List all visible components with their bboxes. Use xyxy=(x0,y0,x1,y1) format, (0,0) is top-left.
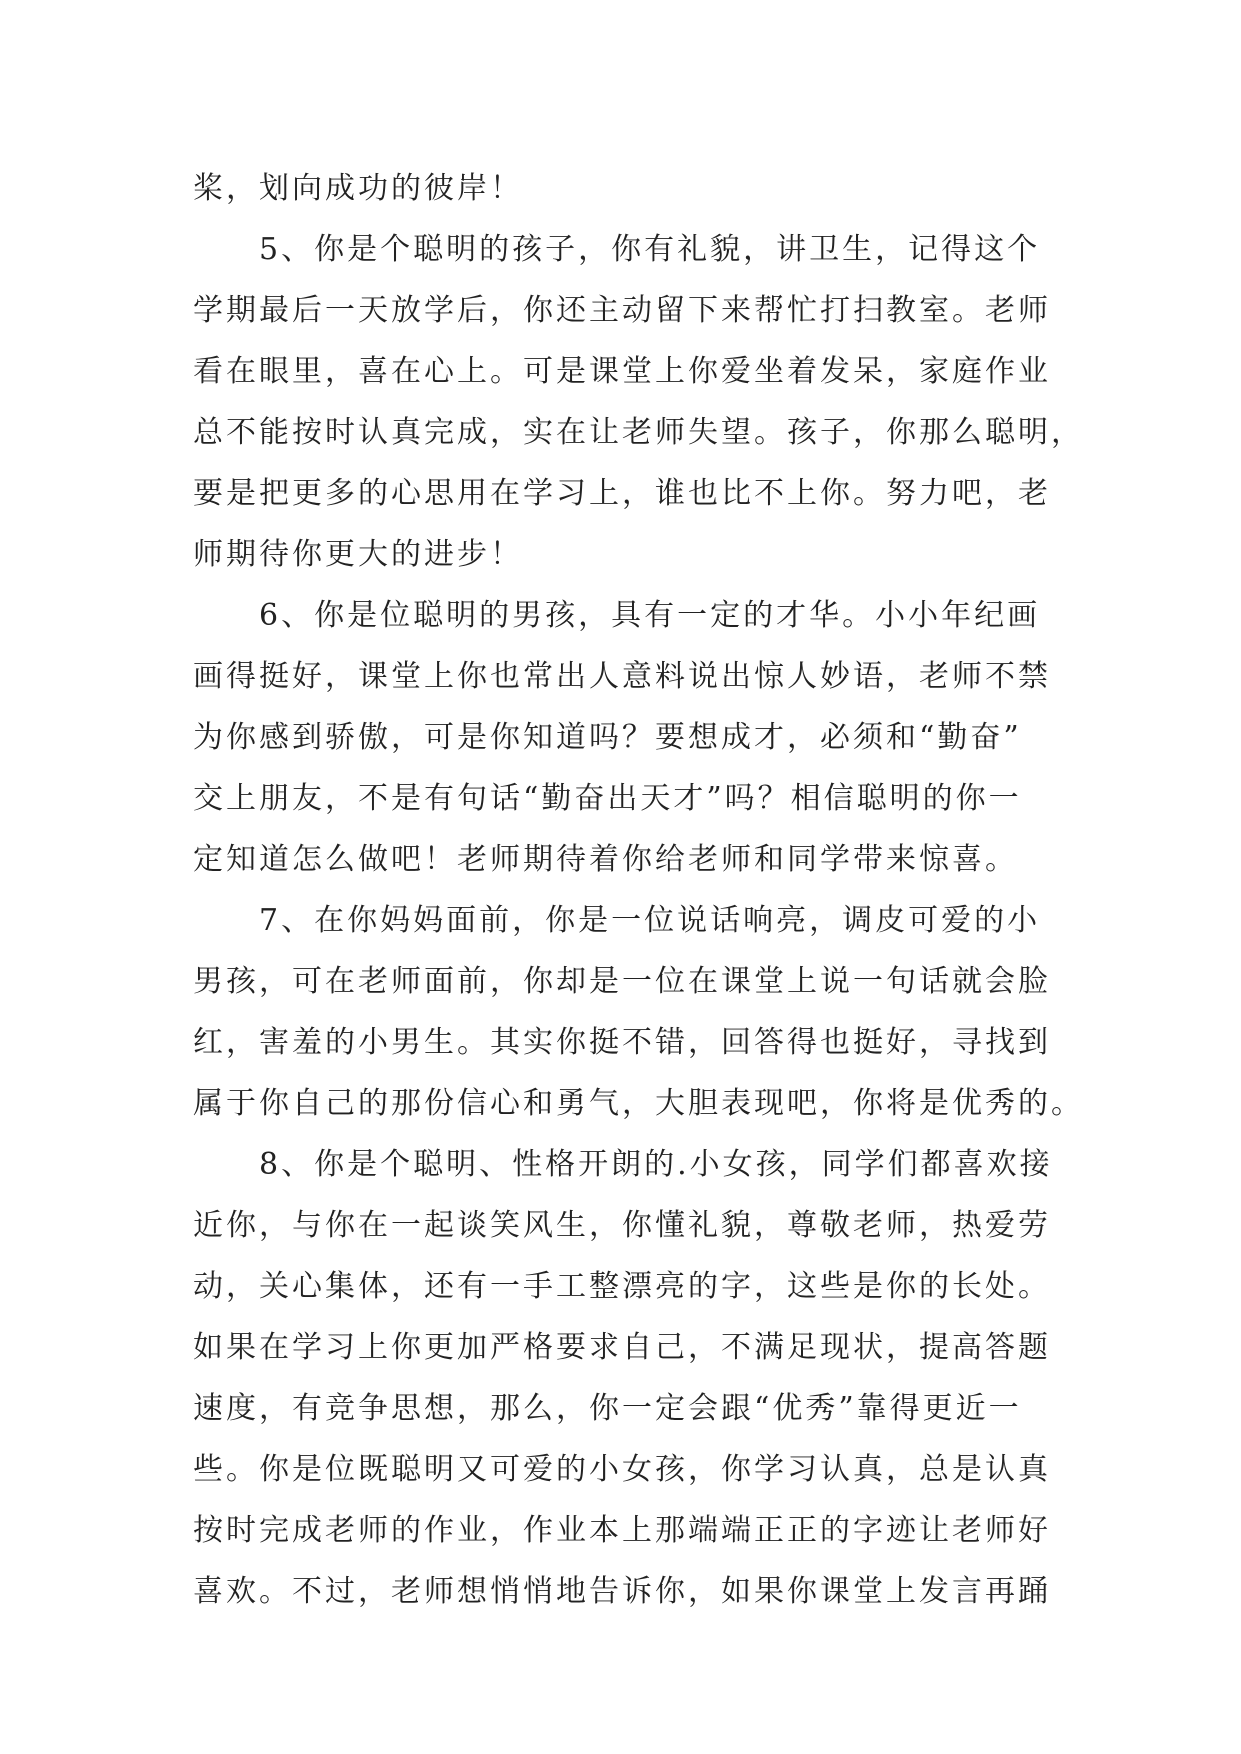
text-line: 些。你是位既聪明又可爱的小女孩，你学习认真，总是认真 xyxy=(193,1452,1051,1487)
text-line: 学期最后一天放学后，你还主动留下来帮忙打扫教室。老师 xyxy=(193,293,1051,328)
text-line: 7、在你妈妈面前，你是一位说话响亮，调皮可爱的小 xyxy=(193,903,1041,938)
text-line: 为你感到骄傲，可是你知道吗？要想成才，必须和“勤奋” xyxy=(193,720,1022,755)
text-line: 6、你是位聪明的男孩，具有一定的才华。小小年纪画 xyxy=(193,598,1041,633)
text-line: 按时完成老师的作业，作业本上那端端正正的字迹让老师好 xyxy=(193,1513,1051,1548)
text-line: 近你，与你在一起谈笑风生，你懂礼貌，尊敬老师，热爱劳 xyxy=(193,1208,1051,1243)
text-line: 画得挺好，课堂上你也常出人意料说出惊人妙语，老师不禁 xyxy=(193,659,1051,694)
text-line: 动，关心集体，还有一手工整漂亮的字，这些是你的长处。 xyxy=(193,1269,1051,1304)
text-line: 5、你是个聪明的孩子，你有礼貌，讲卫生，记得这个 xyxy=(193,232,1041,267)
text-line: 桨，划向成功的彼岸！ xyxy=(193,171,523,206)
text-line: 喜欢。不过，老师想悄悄地告诉你，如果你课堂上发言再踊 xyxy=(193,1574,1051,1609)
text-line: 交上朋友，不是有句话“勤奋出天才”吗？相信聪明的你一 xyxy=(193,781,1022,816)
text-line: 红，害羞的小男生。其实你挺不错，回答得也挺好，寻找到 xyxy=(193,1025,1051,1060)
text-line: 定知道怎么做吧！老师期待着你给老师和同学带来惊喜。 xyxy=(193,842,1018,877)
text-line: 要是把更多的心思用在学习上，谁也比不上你。努力吧，老 xyxy=(193,476,1051,511)
text-line: 总不能按时认真完成，实在让老师失望。孩子，你那么聪明， xyxy=(193,415,1084,450)
text-line: 速度，有竞争思想，那么，你一定会跟“优秀”靠得更近一 xyxy=(193,1391,1022,1426)
document-body xyxy=(193,158,1084,1622)
text-line: 属于你自己的那份信心和勇气，大胆表现吧，你将是优秀的。 xyxy=(193,1086,1084,1121)
text-line: 看在眼里，喜在心上。可是课堂上你爱坐着发呆，家庭作业 xyxy=(193,354,1051,389)
text-line: 男孩，可在老师面前，你却是一位在课堂上说一句话就会脸 xyxy=(193,964,1051,999)
text-line: 8、你是个聪明、性格开朗的.小女孩，同学们都喜欢接 xyxy=(193,1147,1053,1182)
text-line: 如果在学习上你更加严格要求自己，不满足现状，提高答题 xyxy=(193,1330,1051,1365)
text-line: 师期待你更大的进步！ xyxy=(193,537,523,572)
